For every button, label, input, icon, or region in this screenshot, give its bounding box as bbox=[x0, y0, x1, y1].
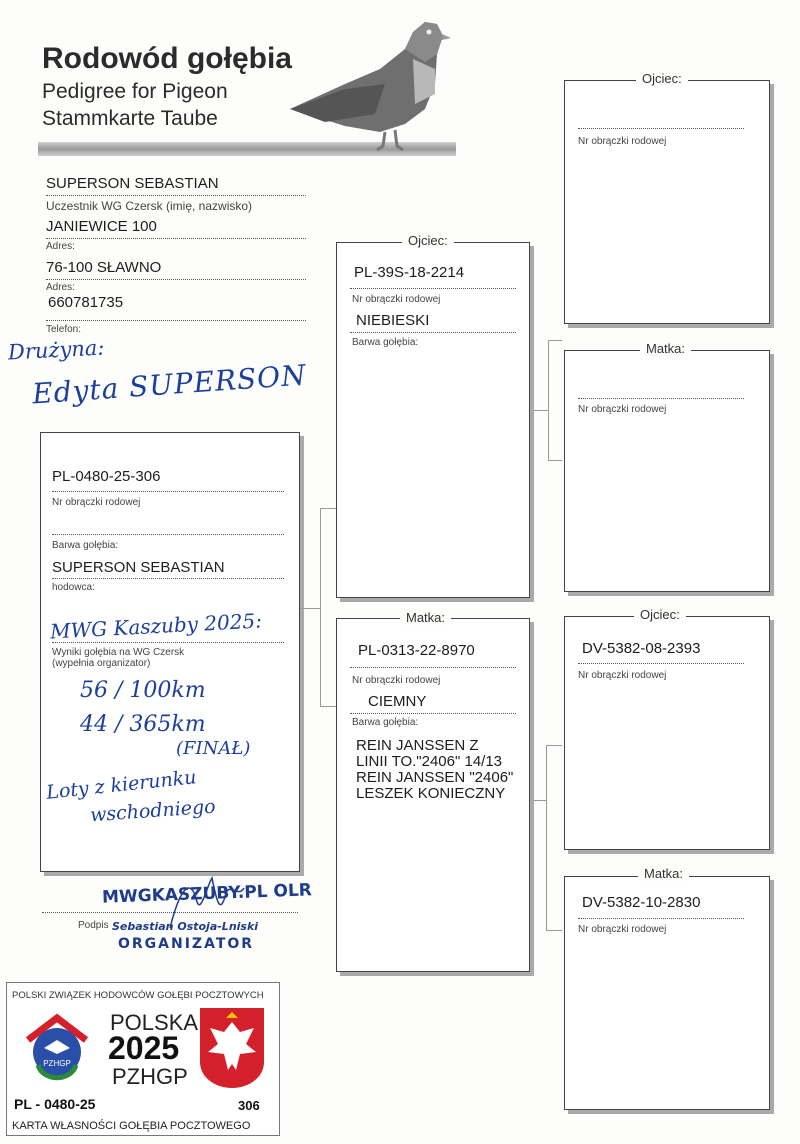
owner-address-1: JANIEWICE 100 bbox=[46, 218, 157, 235]
connector bbox=[548, 460, 562, 461]
result-365km-handwritten: 44 / 365km bbox=[80, 712, 206, 737]
team-name-handwritten: Edyta SUPERSON bbox=[31, 358, 308, 411]
mother-ring: PL-0313-22-8970 bbox=[358, 642, 475, 659]
maternal-grandfather-ring-line bbox=[578, 663, 744, 664]
signature-label: Podpis bbox=[78, 920, 109, 931]
maternal-grandmother-ring-label: Nr obrączki rodowej bbox=[578, 924, 667, 935]
connector bbox=[530, 410, 548, 411]
address-1-line bbox=[46, 238, 306, 239]
paternal-grandfather-box bbox=[564, 80, 770, 324]
main-breeder-line bbox=[52, 578, 284, 579]
paternal-grandmother-heading: Matka: bbox=[640, 341, 691, 356]
main-bird-ring: PL-0480-25-306 bbox=[52, 468, 161, 485]
mother-note: LESZEK KONIECZNY bbox=[356, 785, 506, 802]
mother-heading: Matka: bbox=[400, 610, 451, 625]
connector bbox=[546, 745, 562, 746]
result-final-handwritten: (FINAŁ) bbox=[176, 738, 251, 759]
paternal-grandfather-heading: Ojciec: bbox=[636, 71, 688, 86]
connector bbox=[548, 340, 562, 341]
main-ring-line bbox=[52, 491, 284, 492]
title-english: Pedigree for Pigeon bbox=[42, 80, 228, 103]
maternal-grandmother-heading: Matka: bbox=[638, 866, 689, 881]
card-country: POLSKA bbox=[110, 1010, 199, 1035]
mother-color: CIEMNY bbox=[368, 693, 427, 710]
main-ring-label: Nr obrączki rodowej bbox=[52, 497, 141, 508]
maternal-grandfather-ring: DV-5382-08-2393 bbox=[582, 640, 701, 657]
address-1-label: Adres: bbox=[46, 241, 75, 252]
organizer-stamp-role: ORGANIZATOR bbox=[118, 936, 255, 952]
maternal-grandfather-heading: Ojciec: bbox=[634, 607, 686, 622]
polish-eagle-emblem bbox=[198, 1006, 266, 1090]
card-header: POLSKI ZWIĄZEK HODOWCÓW GOŁĘBI POCZTOWYCH bbox=[12, 990, 264, 1001]
maternal-grandfather-ring-label: Nr obrączki rodowej bbox=[578, 670, 667, 681]
maternal-grandmother-ring: DV-5382-10-2830 bbox=[582, 894, 701, 911]
father-ring-line bbox=[350, 288, 516, 289]
result-100km-handwritten: 56 / 100km bbox=[80, 678, 206, 703]
main-color-label: Barwa gołębia: bbox=[52, 540, 119, 551]
title-polish: Rodowód gołębia bbox=[42, 42, 292, 75]
paternal-grandmother-box bbox=[564, 350, 770, 592]
pzhgp-logo-text: PZHGP bbox=[43, 1059, 71, 1068]
main-color-line bbox=[52, 534, 284, 535]
mother-note: REIN JANSSEN "2406" bbox=[356, 769, 514, 786]
owner-name-line bbox=[46, 195, 306, 196]
paternal-grandmother-ring-label: Nr obrączki rodowej bbox=[578, 404, 667, 415]
connector bbox=[546, 745, 547, 930]
connector bbox=[546, 930, 562, 931]
pigeon-illustration bbox=[285, 14, 460, 159]
card-org: PZHGP bbox=[112, 1064, 188, 1089]
owner-phone: 660781735 bbox=[48, 294, 124, 311]
organizer-stamp-site: MWGKASZUBY.PL OLR bbox=[101, 880, 313, 908]
connector bbox=[548, 340, 549, 460]
card-year: 2025 bbox=[108, 1030, 180, 1066]
connector bbox=[530, 800, 546, 801]
results-title-handwritten: MWG Kaszuby 2025: bbox=[49, 608, 263, 644]
address-2-line bbox=[46, 279, 306, 280]
mother-ring-label: Nr obrączki rodowej bbox=[352, 675, 441, 686]
card-ring-number: 306 bbox=[238, 1098, 260, 1113]
pzhgp-logo bbox=[18, 1010, 96, 1088]
phone-label: Telefon: bbox=[46, 324, 82, 335]
signature-scribble bbox=[160, 868, 250, 938]
mother-color-line bbox=[350, 713, 516, 714]
connector bbox=[320, 706, 336, 707]
mother-note: REIN JANSSEN Z bbox=[356, 737, 479, 754]
mother-note: LINII TO."2406" 14/13 bbox=[356, 753, 503, 770]
father-heading: Ojciec: bbox=[402, 233, 454, 248]
maternal-grandmother-box bbox=[564, 876, 770, 1110]
paternal-grandmother-ring-line bbox=[578, 398, 744, 399]
team-label-handwritten: Drużyna: bbox=[7, 335, 106, 365]
father-color-line bbox=[350, 332, 516, 333]
connector bbox=[320, 508, 321, 706]
organizer-stamp-person: Sebastian Ostoja-Lniski bbox=[112, 920, 259, 933]
results-label: Wyniki gołębia na WG Czersk bbox=[52, 647, 185, 658]
mother-color-label: Barwa gołębia: bbox=[352, 717, 419, 728]
maternal-grandmother-ring-line bbox=[578, 918, 744, 919]
flights-east-handwritten: wschodniego bbox=[89, 795, 217, 827]
father-ring: PL-39S-18-2214 bbox=[354, 264, 465, 281]
card-ring-prefix: PL - 0480-25 bbox=[14, 1096, 96, 1112]
address-2-label: Adres: bbox=[46, 282, 75, 293]
father-ring-label: Nr obrączki rodowej bbox=[352, 294, 441, 305]
phone-line bbox=[46, 320, 306, 321]
connector bbox=[300, 608, 320, 609]
father-color: NIEBIESKI bbox=[356, 312, 430, 329]
owner-address-2: 76-100 SŁAWNO bbox=[46, 259, 162, 276]
paternal-grandfather-ring-label: Nr obrączki rodowej bbox=[578, 136, 667, 147]
owner-name: SUPERSON SEBASTIAN bbox=[46, 175, 219, 192]
owner-name-label: Uczestnik WG Czersk (imię, nazwisko) bbox=[46, 199, 253, 213]
main-breeder: SUPERSON SEBASTIAN bbox=[52, 559, 225, 576]
paternal-grandfather-ring-line bbox=[578, 128, 744, 129]
father-color-label: Barwa gołębia: bbox=[352, 337, 419, 348]
flights-direction-handwritten: Loty z kierunku bbox=[45, 766, 198, 804]
main-breeder-label: hodowca: bbox=[52, 582, 95, 593]
title-german: Stammkarte Taube bbox=[42, 107, 218, 130]
card-footer: KARTA WŁASNOŚCI GOŁĘBIA POCZTOWEGO bbox=[12, 1120, 251, 1132]
results-line bbox=[52, 642, 284, 643]
mother-ring-line bbox=[350, 667, 516, 668]
connector bbox=[320, 508, 336, 509]
results-label-note: (wypełnia organizator) bbox=[52, 658, 151, 669]
